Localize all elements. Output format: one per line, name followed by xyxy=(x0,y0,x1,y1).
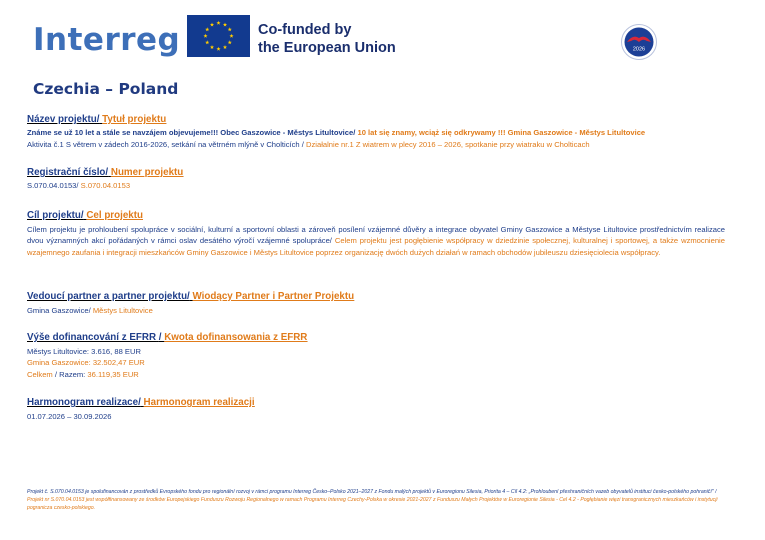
eu-star-icon xyxy=(216,47,220,51)
heading-pl: Kwota dofinansowania z EFRR xyxy=(164,332,308,343)
anniversary-seal-icon xyxy=(621,24,657,60)
total-label-pl: Razem: xyxy=(59,369,86,379)
eu-star-icon xyxy=(210,45,214,49)
project-name-heading xyxy=(27,114,166,125)
heading-cz: Výše dofinancování z EFRR xyxy=(27,332,157,343)
schedule-heading xyxy=(27,397,255,408)
project-title-pl: 10 lat się znamy, wciąż się odkrywamy !!! Gmina Gaszowice - Městys Litultovice xyxy=(357,128,646,137)
funding-total xyxy=(27,369,145,380)
heading-cz: Cíl projektu/ xyxy=(27,210,84,221)
partner-cz: Gmina Gaszowice/ xyxy=(27,306,91,315)
heading-pl: Harmonogram realizacji xyxy=(143,397,255,408)
registration-value xyxy=(27,180,130,191)
project-title xyxy=(27,127,645,138)
heading-cz: Harmonogram realizace/ xyxy=(27,397,141,408)
partners-heading xyxy=(27,291,354,302)
total-label-cz: Celkem xyxy=(27,369,53,379)
eu-star-icon xyxy=(216,21,220,25)
goal-text-pl: Celem projektu jest pogłębienie współpracy w dziedzinie społecznej, kulturalnej i sportowej, a także wzmocnienie wzajemnego zaufania i integracji mieszkańców Gminy Gaszowice i Městys Litultovice poprzez organizację dwóch dużych działań w ramach obchodów jubileuszu dziesięciolecia współpracy. xyxy=(27,236,725,257)
funding-heading xyxy=(27,332,307,343)
eu-star-icon xyxy=(229,34,233,38)
region-title: Czechia – Poland xyxy=(33,80,179,98)
registration-cz: S.070.04.0153/ xyxy=(27,181,79,190)
heading-cz: Název projektu/ xyxy=(27,114,100,125)
footer-note xyxy=(27,488,727,512)
eu-flag-icon xyxy=(187,15,250,57)
goal-text-cz: Cílem projektu je prohloubení spolupráce v sociální, kulturní a sportovní oblasti a zároveň posílení vzájemné důvěry a integrace obyvatel Gminy Gaszowice a Městyse Litultovice prostřednictvím realizace dvou významných akcí pořádaných v rámci oslav desátého výročí vzájemné spolupráce/ xyxy=(27,225,725,246)
interreg-logo: Interreg xyxy=(33,22,181,58)
footer-cz: Projekt č. S.070.04.0153 je spolufinancován z prostředků Evropského fondu pro regionální rozvoj v rámci programu Interreg Česko–Polsko 2021–2027 z Fondu malých projektů v Euroregionu Silesia, Priorita 4 – Cíl 4.2: „Prohloubení přeshraničních vazeb obyvatelů instituci česko-polského pohraničí" / xyxy=(27,489,717,495)
activity-cz: Aktivita č.1 S větrem v zádech 2016-2026, setkání na větrném mlýně v Cholticích / xyxy=(27,140,304,149)
eu-star-icon xyxy=(203,34,207,38)
total-value: 36.119,35 EUR xyxy=(87,369,139,379)
eu-star-icon xyxy=(223,23,227,27)
funding-values xyxy=(27,346,145,380)
seal-year: 2026 xyxy=(632,46,646,53)
partners-value xyxy=(27,305,153,316)
funding-line-litultovice: Městys Litultovice: 3.616, 88 EUR xyxy=(27,347,141,356)
activity-pl: Działalnie nr.1 Z wiatrem w plecy 2016 – 2026, spotkanie przy wiatraku w Cholticach xyxy=(306,140,590,149)
registration-heading xyxy=(27,167,183,178)
cofunded-line2: the European Union xyxy=(258,40,396,56)
goal-text xyxy=(27,224,725,258)
registration-pl: S.070.04.0153 xyxy=(80,181,131,190)
project-activity xyxy=(27,139,590,150)
heading-pl: Numer projektu xyxy=(110,167,184,178)
funding-line-gaszowice: Gmina Gaszowice: 32.502,47 EUR xyxy=(27,358,145,368)
footer-pl: Projekt nr S.070.04.0153 jest współfinansowany ze środków Europejskiego Funduszu Rozwoju Regionalnego w ramach Programu Interreg Czechy-Polska w okresie 2021-2027 z Funduszu Małych Projektów w Euroregionie Silesia - Cel 4.2 - Pogłębianie więzi transgranicznych mieszkańców i instytucji pogranicza czesko-polskiego. xyxy=(27,497,718,511)
cofunded-line1: Co-funded by xyxy=(258,22,352,38)
schedule-value: 01.07.2026 – 30.09.2026 xyxy=(27,412,112,421)
heading-pl: Wiodący Partner i Partner Projektu xyxy=(192,291,355,302)
heading-cz: Registrační číslo/ xyxy=(27,167,109,178)
eu-star-icon xyxy=(228,40,232,44)
heading-pl: Cel projektu xyxy=(86,210,143,221)
eu-star-icon xyxy=(223,45,227,49)
eu-star-icon xyxy=(205,27,209,31)
heading-separator: / xyxy=(158,332,162,343)
eu-star-icon xyxy=(205,40,209,44)
eu-star-icon xyxy=(210,23,214,27)
eu-stars-icon xyxy=(187,15,250,57)
heading-cz: Vedoucí partner a partner projektu/ xyxy=(27,291,190,302)
project-title-cz: Známe se už 10 let a stále se navzájem objevujeme!!! Obec Gaszowice - Městys Litultovice/ xyxy=(27,128,356,137)
goal-heading xyxy=(27,210,143,221)
partner-pl: Městys Litultovice xyxy=(92,306,153,315)
cofunded-text xyxy=(258,21,396,57)
total-separator: / xyxy=(54,369,57,379)
eu-star-icon xyxy=(228,27,232,31)
heading-pl: Tytuł projektu xyxy=(102,114,167,125)
